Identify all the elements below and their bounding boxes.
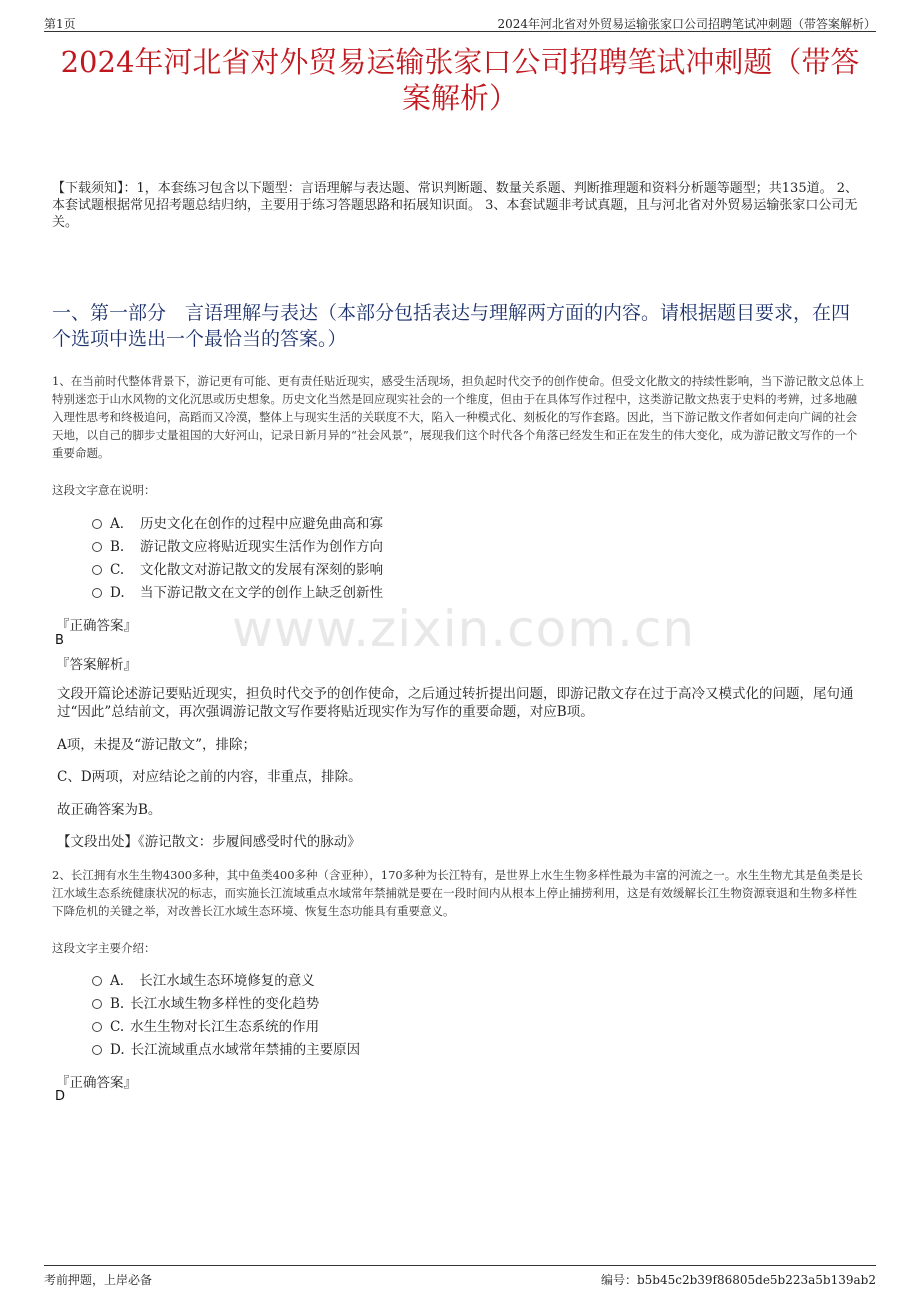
radio-icon[interactable] <box>92 519 102 529</box>
header-doc-title: 2024年河北省对外贸易运输张家口公司招聘笔试冲刺题（带答案解析） <box>497 17 876 31</box>
watermark: www.zixin.com.cn <box>232 600 696 658</box>
correct-answer-label: 『正确答案』 <box>56 1075 137 1091</box>
correct-answer: B <box>55 633 64 648</box>
analysis-paragraph: 文段开篇论述游记要贴近现实，担负时代交予的创作使命，之后通过转折提出问题，即游记散文存在过于高冷又模式化的问题，尾句通过“因此”总结前文，再次强调游记散文写作要将贴近现实作为写作的重要命题，对应B项。 <box>57 686 854 720</box>
radio-icon[interactable] <box>92 999 102 1009</box>
question-2-prompt: 这段文字主要介绍： <box>52 941 156 955</box>
question-1-prompt: 这段文字意在说明： <box>52 483 156 497</box>
analysis-label: 『答案解析』 <box>56 657 137 673</box>
correct-answer: D <box>55 1089 66 1104</box>
document-code: 编号：b5b45c2b39f86805de5b223a5b139ab2 <box>600 1273 876 1287</box>
passage-source: 【文段出处】《游记散文：步履间感受时代的脉动》 <box>57 834 361 850</box>
analysis-line: C、D两项，对应结论之前的内容，非重点，排除。 <box>57 769 362 785</box>
question-1-text: 1、在当前时代整体背景下，游记更有可能、更有责任贴近现实，感受生活现场，担负起时代交予的创作使命。但受文化散文的持续性影响，当下游记散文总体上特别迷恋于山水风物的文化沉思或历史想象。历史文化当然是回应现实社会的一个维度，但由于在具体写作过程中，这类游记散文热衷于史料的考辨，过多地融入理性思考和终极追问，高蹈而又冷漠，整体上与现实生活的关联度不大，陷入一种模式化、刻板化的写作套路。因此，当下游记散文作者如何走向广阔的社会天地，以自己的脚步丈量祖国的大好河山，记录日新月异的“社会风景”，展现我们这个时代各个角落已经发生和正在发生的伟大变化，成为游记散文写作的一个重要命题。 <box>52 374 865 460</box>
radio-icon[interactable] <box>92 565 102 575</box>
option-c[interactable]: C. 文化散文对游记散文的发展有深刻的影响 <box>92 559 383 582</box>
document-title: 2024年河北省对外贸易运输张家口公司招聘笔试冲刺题（带答案解析） <box>60 45 860 115</box>
option-b[interactable]: B. 游记散文应将贴近现实生活作为创作方向 <box>92 536 383 559</box>
radio-icon[interactable] <box>92 1022 102 1032</box>
question-2-options <box>92 970 360 1062</box>
question-1-options <box>92 513 383 605</box>
section-heading: 一、第一部分 言语理解与表达（本部分包括表达与理解两方面的内容。请根据题目要求，在四个选项中选出一个最恰当的答案。） <box>52 302 851 350</box>
radio-icon[interactable] <box>92 976 102 986</box>
page-footer <box>44 1265 876 1287</box>
download-notice: 【下载须知】：1，本套练习包含以下题型：言语理解与表达题、常识判断题、数量关系题、判断推理题和资料分析题等题型；共135道。 2、本套试题根据常见招考题总结归纳，主要用于练习答题思路和拓展知识面。 3、本套试题非考试真题，且与河北省对外贸易运输张家口公司无关。 <box>52 181 858 230</box>
radio-icon[interactable] <box>92 588 102 598</box>
analysis-line: A项，未提及“游记散文”，排除； <box>57 737 257 753</box>
radio-icon[interactable] <box>92 1045 102 1055</box>
option-a[interactable]: A． 历史文化在创作的过程中应避免曲高和寡 <box>92 513 383 536</box>
radio-icon[interactable] <box>92 542 102 552</box>
analysis-conclusion: 故正确答案为B。 <box>57 802 162 818</box>
option-c[interactable]: C. 水生生物对长江生态系统的作用 <box>92 1016 360 1039</box>
option-d[interactable]: D. 当下游记散文在文学的创作上缺乏创新性 <box>92 582 383 605</box>
page-number: 第1页 <box>44 17 76 31</box>
option-a[interactable]: A． 长江水域生态环境修复的意义 <box>92 970 360 993</box>
option-d[interactable]: D. 长江流域重点水域常年禁捕的主要原因 <box>92 1039 360 1062</box>
correct-answer-label: 『正确答案』 <box>56 618 137 634</box>
footer-slogan: 考前押题，上岸必备 <box>44 1273 153 1287</box>
question-2-text: 2、长江拥有水生生物4300多种，其中鱼类400多种（含亚种），170多种为长江特有，是世界上水生生物多样性最为丰富的河流之一。水生生物尤其是鱼类是长江水域生态系统健康状况的标志，而实施长江流域重点水域常年禁捕就是要在一段时间内从根本上停止捕捞利用，这是有效缓解长江生物资源衰退和生物多样性下降危机的关键之举，对改善长江水域生态环境、恢复生态功能具有重要意义。 <box>52 868 863 918</box>
page-header <box>44 13 876 32</box>
option-b[interactable]: B. 长江水域生物多样性的变化趋势 <box>92 993 360 1016</box>
